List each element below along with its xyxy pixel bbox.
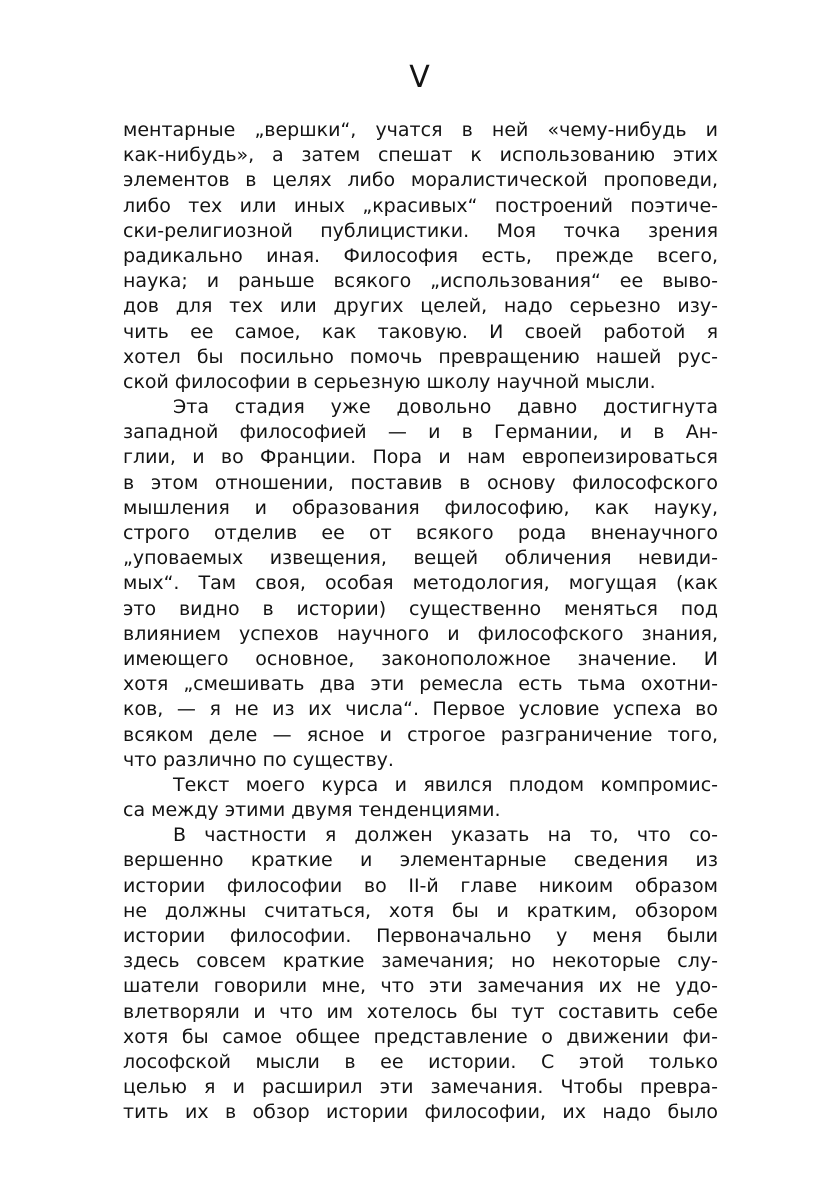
text-line: вершенно краткие и элементарные сведения из xyxy=(123,849,718,872)
text-line: влиянием успехов научного и философского знания, xyxy=(123,622,718,645)
text-line: истории философии во II-й главе никоим образом xyxy=(123,874,718,897)
text-line: наука; и раньше всякого „использования“ ее выво- xyxy=(123,270,718,293)
text-line: что различно по существу. xyxy=(123,748,394,771)
text-line: шатели говорили мне, что эти замечания их не удо- xyxy=(123,975,718,998)
text-line: В частности я должен указать на то, что со- xyxy=(173,824,718,847)
text-line: не должны считаться, хотя бы и кратким, обзором xyxy=(123,899,718,922)
text-line: как-нибудь», а затем спешат к использованию этих xyxy=(123,144,718,167)
text-line: хотел бы посильно помочь превращению нашей рус- xyxy=(123,345,718,368)
text-line: влетворяли и что им хотелось бы тут составить себе xyxy=(123,1000,718,1023)
text-line: чить ее самое, как таковую. И своей работой я xyxy=(123,320,718,343)
text-line: са между этими двумя тенденциями. xyxy=(123,799,501,822)
text-line: хотя „смешивать два эти ремесла есть тьма охотни- xyxy=(123,673,718,696)
text-line: элементов в целях либо моралистической проповеди, xyxy=(123,169,718,192)
text-line: тить их в обзор истории философии, их надо было xyxy=(123,1101,718,1124)
text-line: либо тех или иных „красивых“ построений поэтиче- xyxy=(123,194,718,217)
text-line: всяком деле — ясное и строгое разграничение того, xyxy=(123,723,718,746)
body-text xyxy=(123,118,718,1126)
text-line: имеющего основное, законоположное значение. И xyxy=(123,647,718,670)
text-line: мых“. Там своя, особая методология, могущая (как xyxy=(123,572,718,595)
text-line: глии, и во Франции. Пора и нам европеизироваться xyxy=(123,446,718,469)
text-line: дов для тех или других целей, надо серьезно изу- xyxy=(123,295,718,318)
text-line: ской философии в серьезную школу научной мысли. xyxy=(123,370,656,393)
text-line: ментарные „вершки“, учатся в ней «чему-нибудь и xyxy=(123,119,718,141)
text-line: ски-религиозной публицистики. Моя точка зрения xyxy=(123,219,718,242)
text-line: Текст моего курса и явился плодом компромис- xyxy=(173,773,718,796)
text-line: в этом отношении, поставив в основу философского xyxy=(123,471,718,494)
text-line: мышления и образования философию, как науку, xyxy=(123,496,718,519)
text-line: хотя бы самое общее представление о движении фи- xyxy=(123,1025,718,1048)
page-number: V xyxy=(409,60,431,95)
text-line: Эта стадия уже довольно давно достигнута xyxy=(173,396,718,419)
text-line: ков, — я не из их числа“. Первое условие успеха во xyxy=(123,698,718,721)
text-line: целью я и расширил эти замечания. Чтобы превра- xyxy=(123,1076,718,1099)
text-line: „уповаемых извещения, вещей обличения невиди- xyxy=(123,547,718,570)
text-line: западной философией — и в Германии, и в Ан- xyxy=(123,421,718,444)
text-line: лософской мысли в ее истории. С этой только xyxy=(123,1050,718,1073)
text-line: радикально иная. Философия есть, прежде всего, xyxy=(123,244,718,267)
text-line: истории философии. Первоначально у меня были xyxy=(123,925,718,947)
text-line: это видно в истории) существенно меняться под xyxy=(123,597,718,620)
text-line: здесь совсем краткие замечания; но некоторые слу- xyxy=(123,950,718,973)
text-line: строго отделив ее от всякого рода вненаучного xyxy=(123,522,718,544)
